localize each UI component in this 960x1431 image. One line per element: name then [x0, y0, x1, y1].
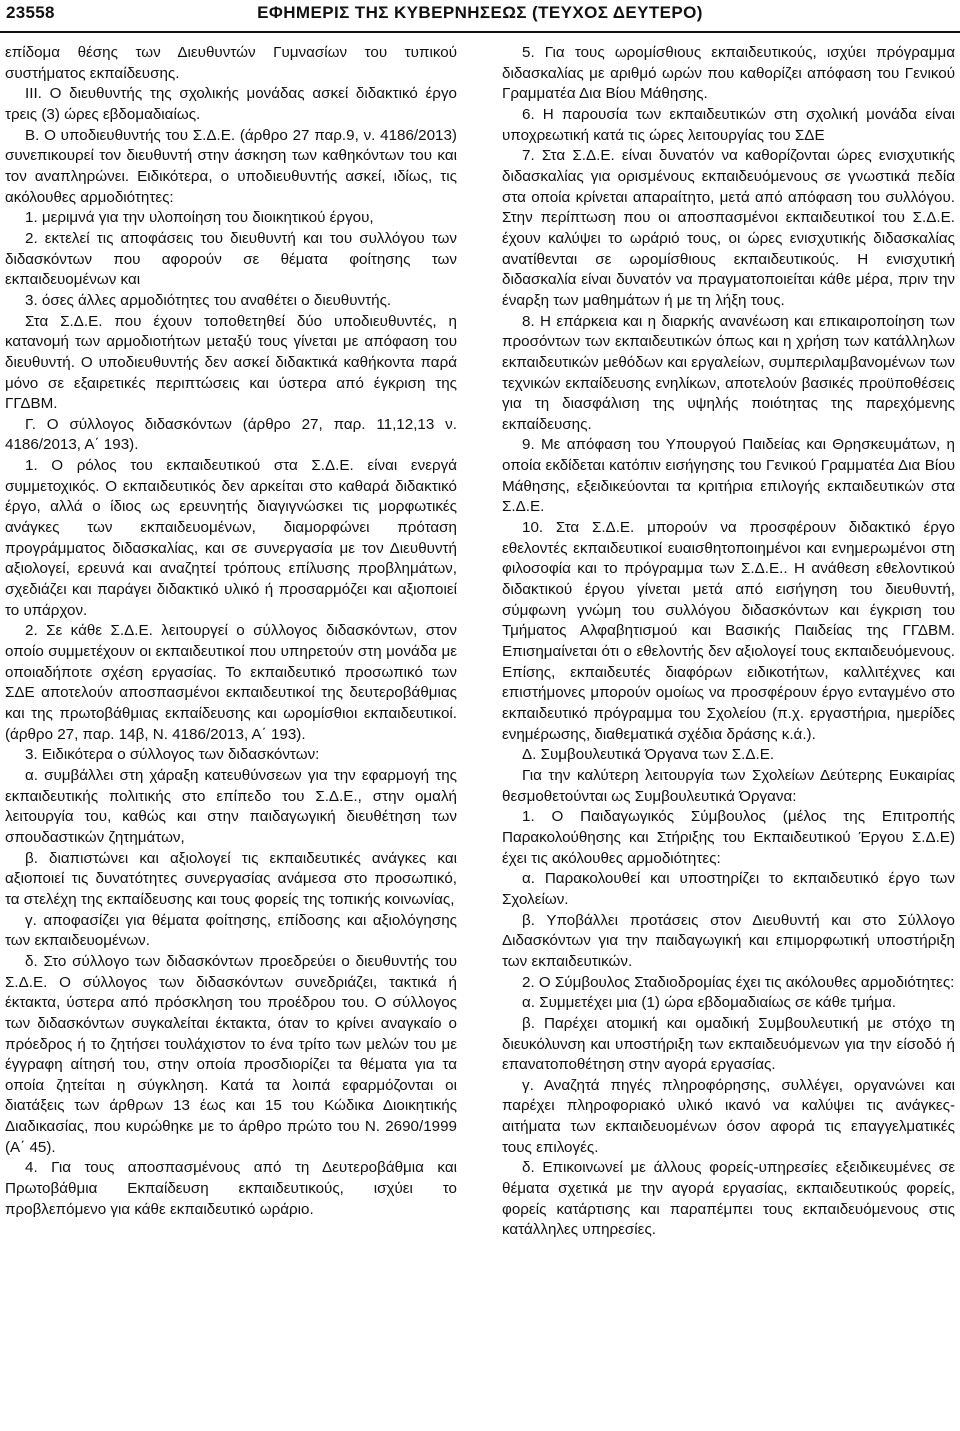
paragraph: 2. εκτελεί τις αποφάσεις του διευθυντή και του συλλόγου των διδασκόντων που αφορούν σε θέματα φοίτησης των εκπαιδευομένων και [5, 229, 457, 289]
paragraph: 9. Με απόφαση του Υπουργού Παιδείας και Θρησκευμάτων, η οποία εκδίδεται κατόπιν εισήγησης του Γενικού Γραμματέα Δια Βίου Μάθησης, εξειδικεύονται τα κριτήρια επιλογής εκπαιδευτικών στα Σ.Δ.Ε. [502, 436, 955, 516]
paragraph: β. Υποβάλλει προτάσεις στον Διευθυντή και στο Σύλλογο Διδασκόντων για την παιδαγωγική και επιμορφωτική υποστήριξη των εκπαιδευτικών. [502, 911, 955, 970]
left-column [5, 43, 457, 1220]
paragraph: 5. Για τους ωρομίσθιους εκπαιδευτικούς, ισχύει πρόγραμμα διδασκαλίας με αριθμό ωρών που καθορίζει απόφαση του Γενικού Γραμματέα Δια Βίου Μάθησης. [502, 44, 955, 103]
paragraph: 3. Ειδικότερα ο σύλλογος των διδασκόντων: [25, 746, 320, 764]
paragraph: α. Παρακολουθεί και υποστηρίζει το εκπαιδευτικό έργο των Σχολείων. [502, 870, 955, 908]
header-rule [0, 31, 960, 33]
paragraph: επίδομα θέσης των Διευθυντών Γυμνασίων του τυπικού συστήματος εκπαίδευσης. [5, 44, 457, 82]
right-column [502, 43, 955, 1241]
paragraph: 3. όσες άλλες αρμοδιότητες του αναθέτει ο διευθυντής. [25, 291, 392, 309]
paragraph: δ. Επικοινωνεί με άλλους φορείς-υπηρεσίες εξειδικευμένες σε θέματα σχετικά με την αγορά εργασίας, εκπαιδευτικούς φορείς, φορείς κατάρτισης και παραπέμπει τους εκπαιδευόμενους στις κατάλληλες υπηρεσίες. [502, 1159, 955, 1239]
paragraph: β. Παρέχει ατομική και ομαδική Συμβουλευτική με στόχο τη διευκόλυνση και υποστήριξη των εκπαιδευόμενων για την είσοδό ή επανατοποθέτηση στην αγορά εργασίας. [502, 1014, 955, 1074]
paragraph: α. συμβάλλει στη χάραξη κατευθύνσεων για την εφαρμογή της εκπαιδευτικής πολιτικής στο επίπεδο του Σ.Δ.Ε., στην ομαλή λειτουργία του, καθώς και στην παιδαγωγική διευθέτηση των σπουδαστικών ζητημάτων, [5, 766, 457, 846]
paragraph: ΙΙΙ. Ο διευθυντής της σχολικής μονάδας ασκεί διδακτικό έργο τρεις (3) ώρες εβδομαδιαίως. [5, 85, 457, 123]
paragraph: Γ. Ο σύλλογος διδασκόντων (άρθρο 27, παρ. 11,12,13 ν. 4186/2013, Α΄ 193). [5, 415, 457, 454]
paragraph: γ. Αναζητά πηγές πληροφόρησης, συλλέγει, οργανώνει και παρέχει πληροφοριακό υλικό ικανό να καλύψει τις ανάγκες-αιτήματα των εκπαιδευομένων όσον αφορά τις επαγγελματικές τους επιλογές. [502, 1076, 955, 1156]
paragraph: δ. Στο σύλλογο των διδασκόντων προεδρεύει ο διευθυντής του Σ.Δ.Ε. Ο σύλλογος των διδασκόντων συνεδριάζει, τακτικά ή έκτακτα, ύστερα από πρόσκληση του προέδρου του. Ο σύλλογος των διδασκόντων συγκαλείται έκτακτα, όταν το κρίνει αναγκαίο ο πρόεδρος ή το ζητήσει τουλάχιστον το ένα τρίτο των μελών του με έγγραφη αίτησή του, στην οποία προσδιορίζει τα θέματα για τα οποία ζητείται η σύγκληση. Κατά τα λοιπά εφαρμόζονται οι διατάξεις των άρθρων 13 έως και 15 του Κώδικα Διοικητικής Διαδικασίας, που κυρώθηκε με το άρθρο πρώτο του Ν. 2690/1999 (Α΄ 45). [5, 952, 457, 1156]
paragraph: 2. Ο Σύμβουλος Σταδιοδρομίας έχει τις ακόλουθες αρμοδιότητες: [522, 973, 955, 991]
paragraph: Στα Σ.Δ.Ε. που έχουν τοποθετηθεί δύο υποδιευθυντές, η κατανομή των αρμοδιοτήτων μεταξύ τους γίνεται με απόφαση του διευθυντή. Ο υποδιευθυντής δεν ασκεί διδακτικά καθήκοντα παρά μόνο σε εξαιρετικές περιπτώσεις και ύστερα από έγκριση της ΓΓΔΒΜ. [5, 312, 457, 413]
paragraph: 4. Για τους αποσπασμένους από τη Δευτεροβάθμια και Πρωτοβάθμια Εκπαίδευση εκπαιδευτικούς, ισχύει το προβλεπόμενο για κάθε εκπαιδευτικό ωράριο. [5, 1159, 457, 1218]
paragraph: 8. Η επάρκεια και η διαρκής ανανέωση και επικαιροποίηση των προσόντων των εκπαιδευτικών όπως και η χρήση των κατάλληλων εκπαιδευτικών μεθόδων και εργαλείων, συμπεριλαμβανομένων των τεχνικών εκπαίδευσης ενηλίκων, αποτελούν βασικές προϋποθέσεις για τη διασφάλιση της υψηλής ποιότητας της παρεχόμενης εκπαίδευσης. [502, 312, 955, 433]
paragraph: 2. Σε κάθε Σ.Δ.Ε. λειτουργεί ο σύλλογος διδασκόντων, στον οποίο συμμετέχουν οι εκπαιδευτικοί που υπηρετούν στη μονάδα με οποιαδήποτε σχέση εργασίας. Το εκπαιδευτικό προσωπικό των ΣΔΕ αποτελούν αποσπασμένοι εκπαιδευτικοί της δευτεροβάθμιας και της πρωτοβάθμιας εκπαίδευσης και ωρομίσθιοι εκπαιδευτικοί. (άρθρο 27, παρ. 14β, Ν. 4186/2013, Α΄ 193). [5, 622, 457, 743]
paragraph: 1. μεριμνά για την υλοποίηση του διοικητικού έργου, [25, 209, 374, 227]
page-number: 23558 [6, 3, 55, 22]
paragraph: α. Συμμετέχει μια (1) ώρα εβδομαδιαίως σε κάθε τμήμα. [522, 994, 896, 1012]
paragraph: 1. Ο Παιδαγωγικός Σύμβουλος (μέλος της Επιτροπής Παρακολούθησης και Στήριξης του Εκπαιδευτικού Έργου Σ.Δ.Ε) έχει τις ακόλουθες αρμοδιότητες: [502, 808, 955, 867]
paragraph: 10. Στα Σ.Δ.Ε. μπορούν να προσφέρουν διδακτικό έργο εθελοντές εκπαιδευτικοί ευαισθητοποιημένοι και ενημερωμένοι στη φιλοσοφία και το πρόγραμμα των Σ.Δ.Ε.. Η ανάθεση εθελοντικού διδακτικού έργου γίνεται μετά από εισήγηση του διευθυντή, σύμφωνη γνώμη του συλλόγου διδασκόντων και έγκριση του Τμήματος Αλφαβητισμού και Βασικής Παιδείας της ΓΓΔΒΜ. Επισημαίνεται ότι ο εθελοντής δεν αξιολογεί τους εκπαιδευόμενους. Επίσης, εκπαιδευτές διαφόρων ειδικοτήτων, καλλιτέχνες και επιστήμονες μπορούν ομοίως να προσφέρουν έργο ενταγμένο στο εκπαιδευτικό πρόγραμμα του Σχολείου (π.χ. εργαστήρια, ημερίδες ενημέρωσης, διαθεματικά σχέδια δράσης κ.ά.). [502, 519, 955, 743]
gazette-title: ΕΦΗΜΕΡΙΣ ΤΗΣ ΚΥΒΕΡΝΗΣΕΩΣ (ΤΕΥΧΟΣ ΔΕΥΤΕΡΟ) [257, 3, 703, 22]
paragraph: 7. Στα Σ.Δ.Ε. είναι δυνατόν να καθορίζονται ώρες ενισχυτικής διδασκαλίας για ορισμένους εκπαιδευόμενους σε γνωστικά πεδία στα οποία κρίνεται απαραίτητο, μετά από απόφαση του συλλόγου. Στην περίπτωση που οι αποσπασμένοι εκπαιδευτικοί του Σ.Δ.Ε. έχουν καλύψει το ωράριό τους, οι ώρες ενισχυτικής διδασκαλίας ανατίθενται σε ωρομίσθιους εκπαιδευτικούς. Η ενισχυτική διδασκαλία είναι δυνατόν να πραγματοποιείται κάθε μέρα, πριν την έναρξη των μαθημάτων ή με τη λήξη τους. [502, 147, 955, 309]
page-header [0, 0, 960, 36]
paragraph: β. διαπιστώνει και αξιολογεί τις εκπαιδευτικές ανάγκες και αξιοποιεί τις δυνατότητες συνεργασίας ανάμεσα στο προσωπικό, τα στελέχη της εκπαίδευσης και τους φορείς της τοπικής κοινωνίας, [5, 849, 457, 908]
paragraph: γ. αποφασίζει για θέματα φοίτησης, επίδοσης και αξιολόγησης των εκπαιδευομένων. [5, 911, 457, 950]
paragraph: Β. Ο υποδιευθυντής του Σ.Δ.Ε. (άρθρο 27 παρ.9, ν. 4186/2013) συνεπικουρεί τον διευθυντή στην άσκηση των καθηκόντων του και τον αναπληρώνει. Ειδικότερα, ο υποδιευθυντής ασκεί, ιδίως, τις ακόλουθες αρμοδιότητες: [5, 126, 457, 206]
paragraph: 6. Η παρουσία των εκπαιδευτικών στη σχολική μονάδα είναι υποχρεωτική κατά τις ώρες λειτουργίας του ΣΔΕ [502, 105, 955, 144]
paragraph: 1. Ο ρόλος του εκπαιδευτικού στα Σ.Δ.Ε. είναι ενεργά συμμετοχικός. Ο εκπαιδευτικός δεν αρκείται στο καθαρά διδακτικό έργο, αλλά ο ίδιος ως ερευνητής διαγιγνώσκει τις μορφωτικές ανάγκες των εκπαιδευομένων, διαμορφώνει πρόταση προγράμματος διδασκαλίας, και σε συνεργασία με τον Διευθυντή αξιολογεί, ερευνά και αναζητεί τρόπους επίλυσης προβλημάτων, σχεδιάζει και παράγει διδακτικό υλικό ή προσαρμόζει και αξιοποιεί το υπάρχον. [5, 457, 457, 619]
paragraph: Για την καλύτερη λειτουργία των Σχολείων Δεύτερης Ευκαιρίας θεσμοθετούνται ως Συμβουλευτικά Όργανα: [502, 766, 955, 805]
paragraph: Δ. Συμβουλευτικά Όργανα των Σ.Δ.Ε. [522, 746, 775, 764]
